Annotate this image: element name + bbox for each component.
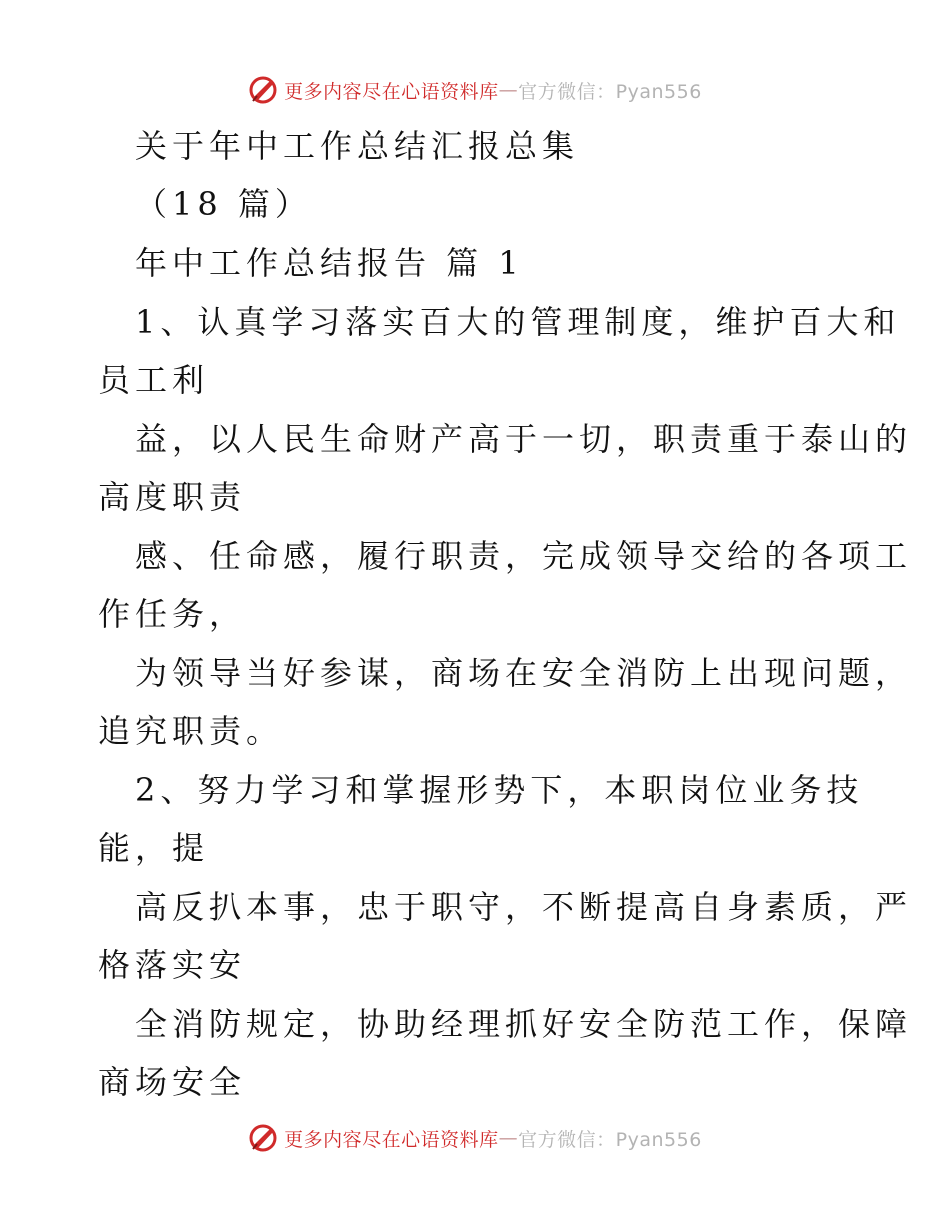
footer-watermark <box>0 1118 950 1158</box>
watermark-separator: — <box>498 1127 519 1149</box>
body-line: 追究职责。 <box>98 712 284 750</box>
body-line: 1、认真学习落实百大的管理制度，维护百大和 <box>135 303 901 341</box>
watermark-brand: 更多内容尽在心语资料库 <box>284 1128 499 1151</box>
quill-pen-logo-icon <box>248 1123 278 1153</box>
header-watermark <box>0 70 950 110</box>
quill-pen-logo-icon <box>248 75 278 105</box>
body-line: 全消防规定，协助经理抓好安全防范工作，保障 <box>135 1005 913 1043</box>
document-title: 关于年中工作总结汇报总集 <box>135 127 580 165</box>
body-line: 高度职责 <box>98 478 247 516</box>
body-line: 作任务， <box>98 595 247 633</box>
body-line: 为领导当好参谋，商场在安全消防上出现问题， <box>135 654 913 692</box>
body-line: 商场安全 <box>98 1063 247 1101</box>
watermark-contact: 官方微信：Pyan556 <box>518 80 702 103</box>
section-heading: 年中工作总结报告 篇 1 <box>135 244 524 282</box>
body-line: 格落实安 <box>98 946 247 984</box>
document-count: （18 篇） <box>135 185 312 223</box>
watermark-separator: — <box>498 79 519 101</box>
body-line: 员工利 <box>98 361 210 399</box>
body-line: 能，提 <box>98 829 210 867</box>
body-line: 2、努力学习和掌握形势下，本职岗位业务技 <box>135 771 864 809</box>
body-line: 感、任命感，履行职责，完成领导交给的各项工 <box>135 537 913 575</box>
body-line: 益，以人民生命财产高于一切，职责重于泰山的 <box>135 420 913 458</box>
watermark-contact: 官方微信：Pyan556 <box>518 1128 702 1151</box>
body-line: 高反扒本事，忠于职守，不断提高自身素质，严 <box>135 888 913 926</box>
watermark-brand: 更多内容尽在心语资料库 <box>284 80 499 103</box>
